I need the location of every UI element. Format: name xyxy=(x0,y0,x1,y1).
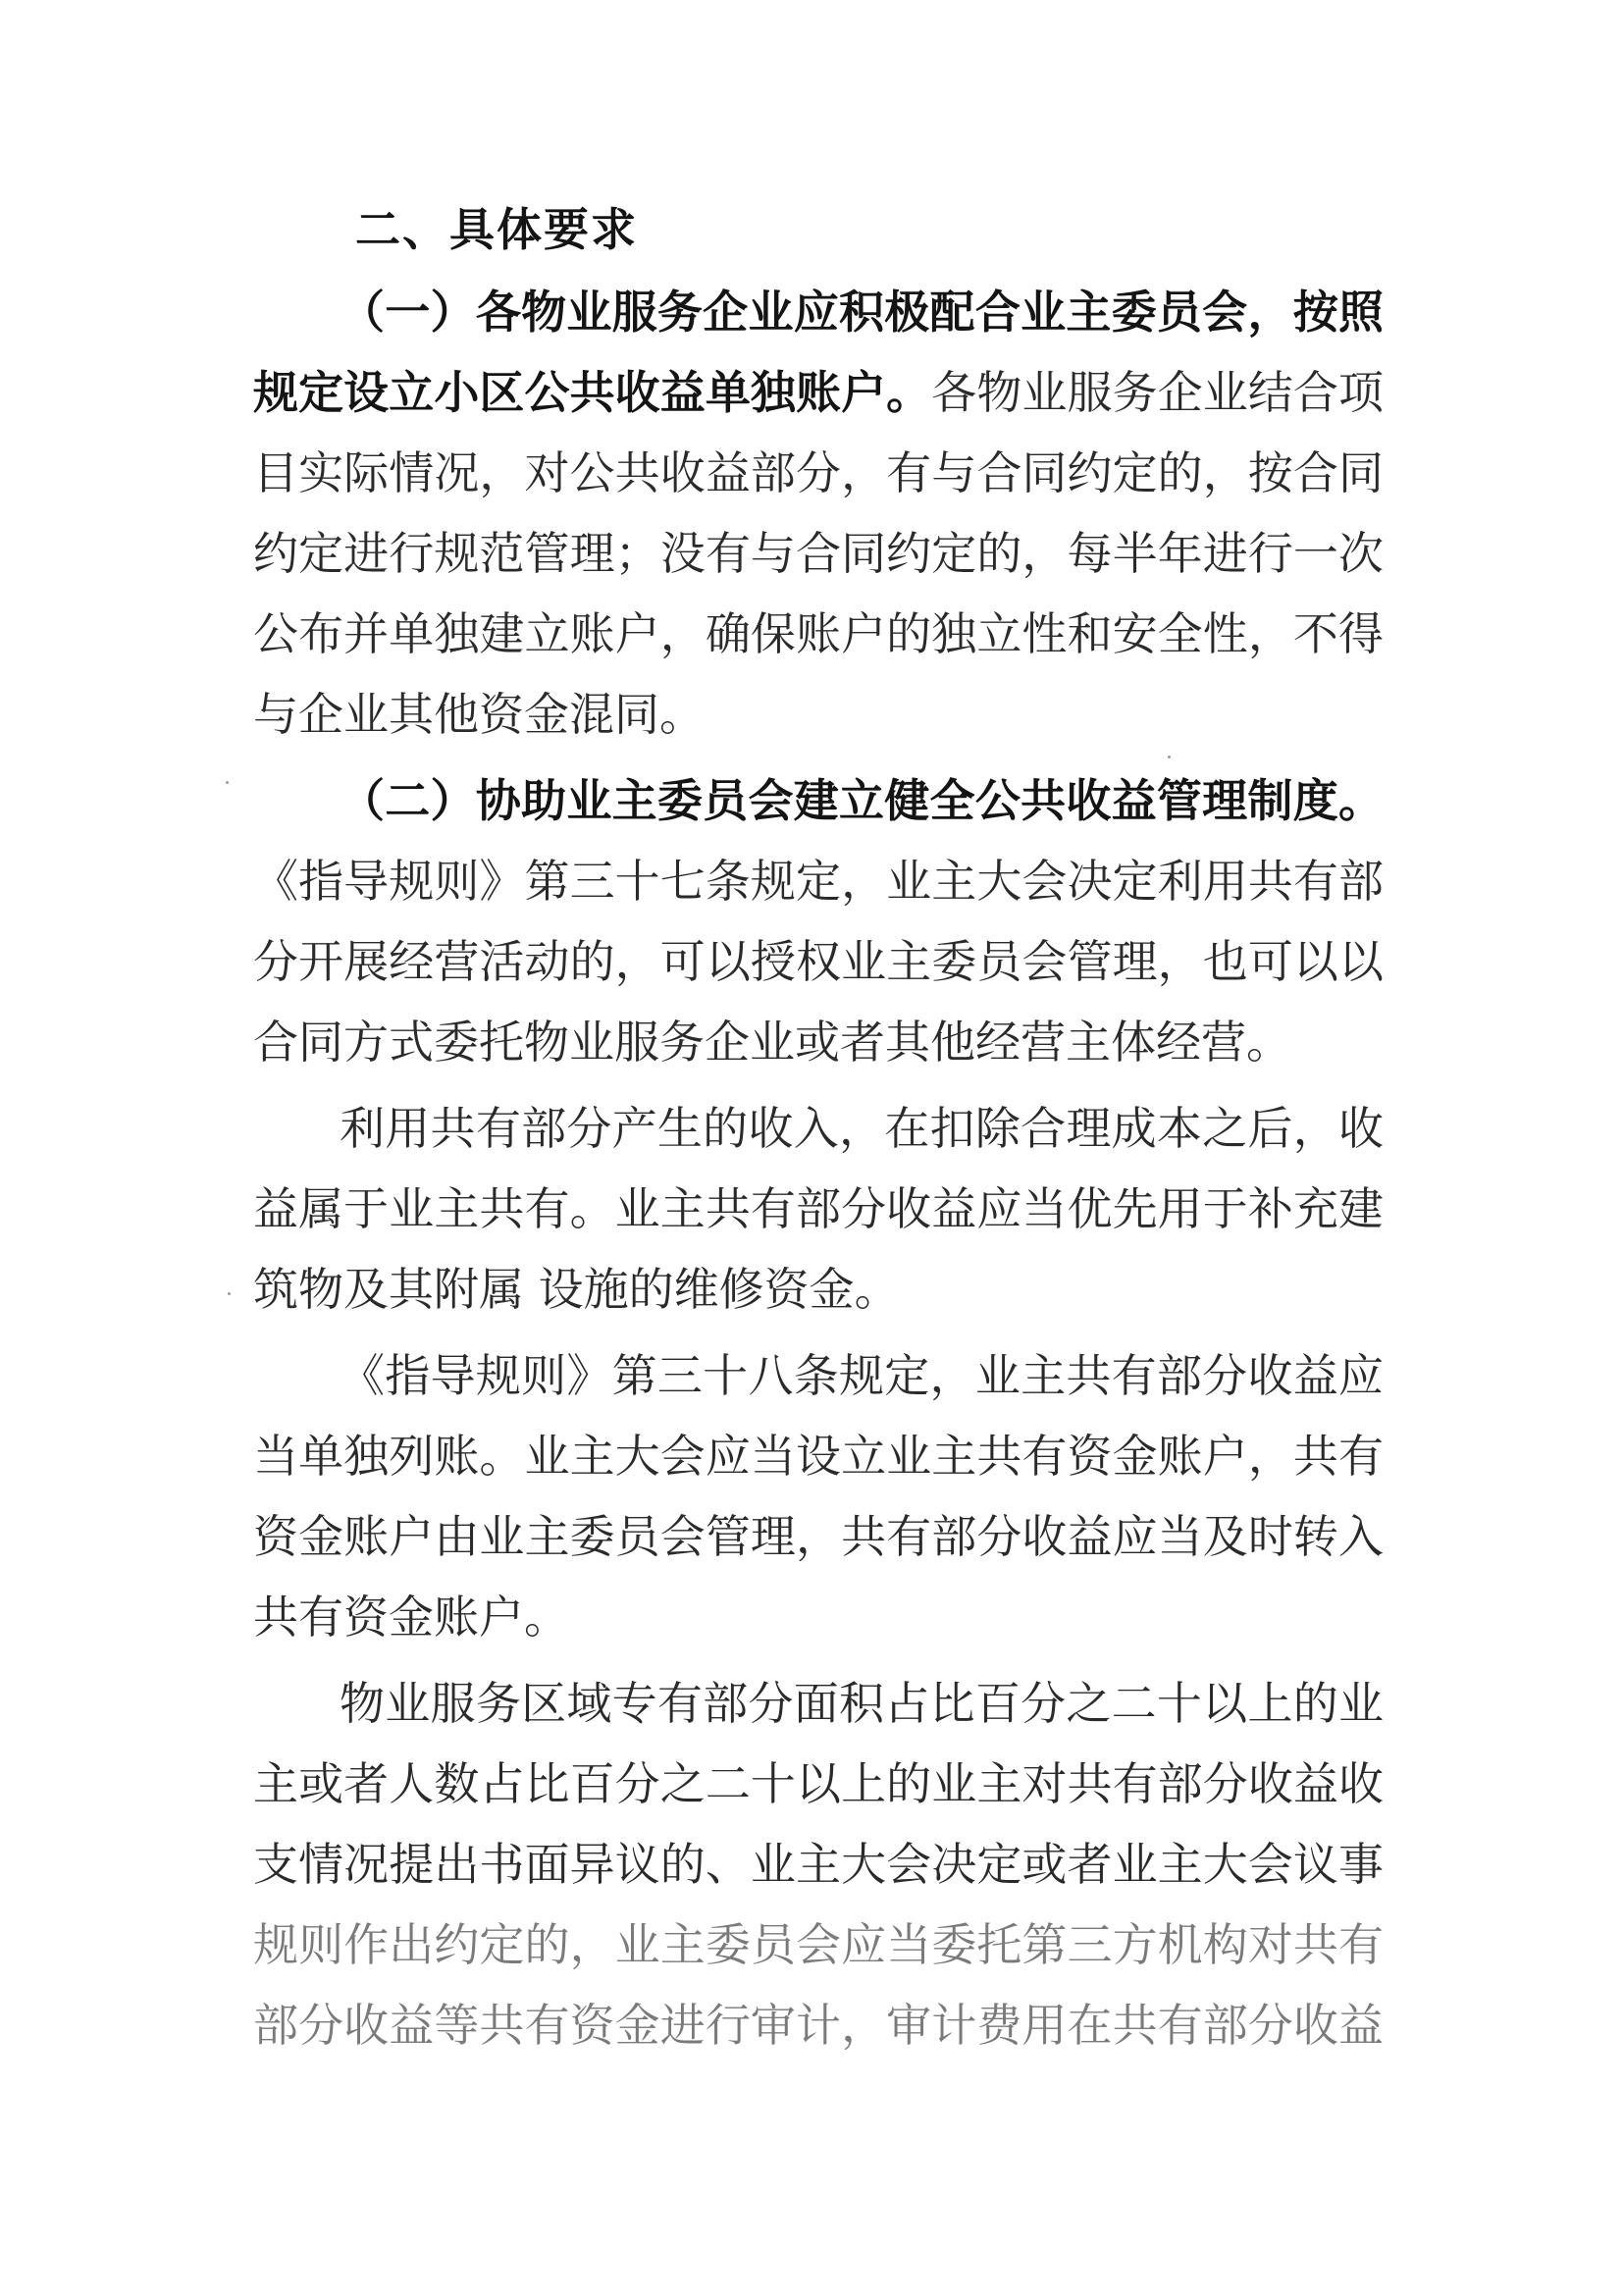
section1-line-2-rest: 各物业服务企业结合项 xyxy=(931,366,1385,419)
para3-line-3: 筑物及其附属 设施的维修资金。 xyxy=(253,1263,900,1316)
section1-line-3: 目实际情况，对公共收益部分，有与合同约定的，按合同 xyxy=(253,446,1384,499)
section1-line-6: 与企业其他资金混同。 xyxy=(253,688,705,741)
scan-speck xyxy=(1168,756,1171,758)
para4-line-1: 《指导规则》第三十八条规定，业主共有部分收益应 xyxy=(340,1349,1384,1402)
section2-line-1: （二）协助业主委员会建立健全公共收益管理制度。 xyxy=(340,774,1384,827)
scan-speck xyxy=(228,1292,231,1295)
para4-line-4: 共有资金账户。 xyxy=(253,1591,569,1644)
section1-bold-lead: 规定设立小区公共收益单独账户。 xyxy=(253,366,932,419)
section2-line-4: 合同方式委托物业服务企业或者其他经营主体经营。 xyxy=(253,1016,1291,1069)
para5-line-2: 主或者人数占比百分之二十以上的业主对共有部分收益收 xyxy=(253,1757,1384,1810)
para3-line-1: 利用共有部分产生的收入，在扣除合理成本之后，收 xyxy=(340,1102,1384,1155)
section1-line-2 xyxy=(253,351,1384,434)
scan-speck xyxy=(226,781,229,784)
para5-line-1: 物业服务区域专有部分面积占比百分之二十以上的业 xyxy=(340,1677,1384,1730)
para5-line-5: 部分收益等共有资金进行审计，审计费用在共有部分收益 xyxy=(253,1999,1384,2052)
section2-line-2: 《指导规则》第三十七条规定，业主大会决定利用共有部 xyxy=(253,855,1384,908)
para5-line-3: 支情况提出书面异议的、业主大会决定或者业主大会议事 xyxy=(253,1838,1384,1891)
section2-line-3: 分开展经营活动的，可以授权业主委员会管理，也可以以 xyxy=(253,935,1384,988)
section1-line-5: 公布并单独建立账户，确保账户的独立性和安全性，不得 xyxy=(253,607,1384,660)
para3-line-2: 益属于业主共有。业主共有部分收益应当优先用于补充建 xyxy=(253,1182,1384,1235)
section-heading: 二、具体要求 xyxy=(355,203,638,256)
section1-line-4: 约定进行规范管理；没有与合同约定的，每半年进行一次 xyxy=(253,527,1384,580)
para4-line-3: 资金账户由业主委员会管理，共有部分收益应当及时转入 xyxy=(253,1510,1384,1563)
section1-line-1: （一）各物业服务企业应积极配合业主委员会，按照 xyxy=(340,286,1384,339)
para4-line-2: 当单独列账。业主大会应当设立业主共有资金账户，共有 xyxy=(253,1430,1384,1483)
para5-line-4: 规则作出约定的，业主委员会应当委托第三方机构对共有 xyxy=(253,1918,1384,1971)
